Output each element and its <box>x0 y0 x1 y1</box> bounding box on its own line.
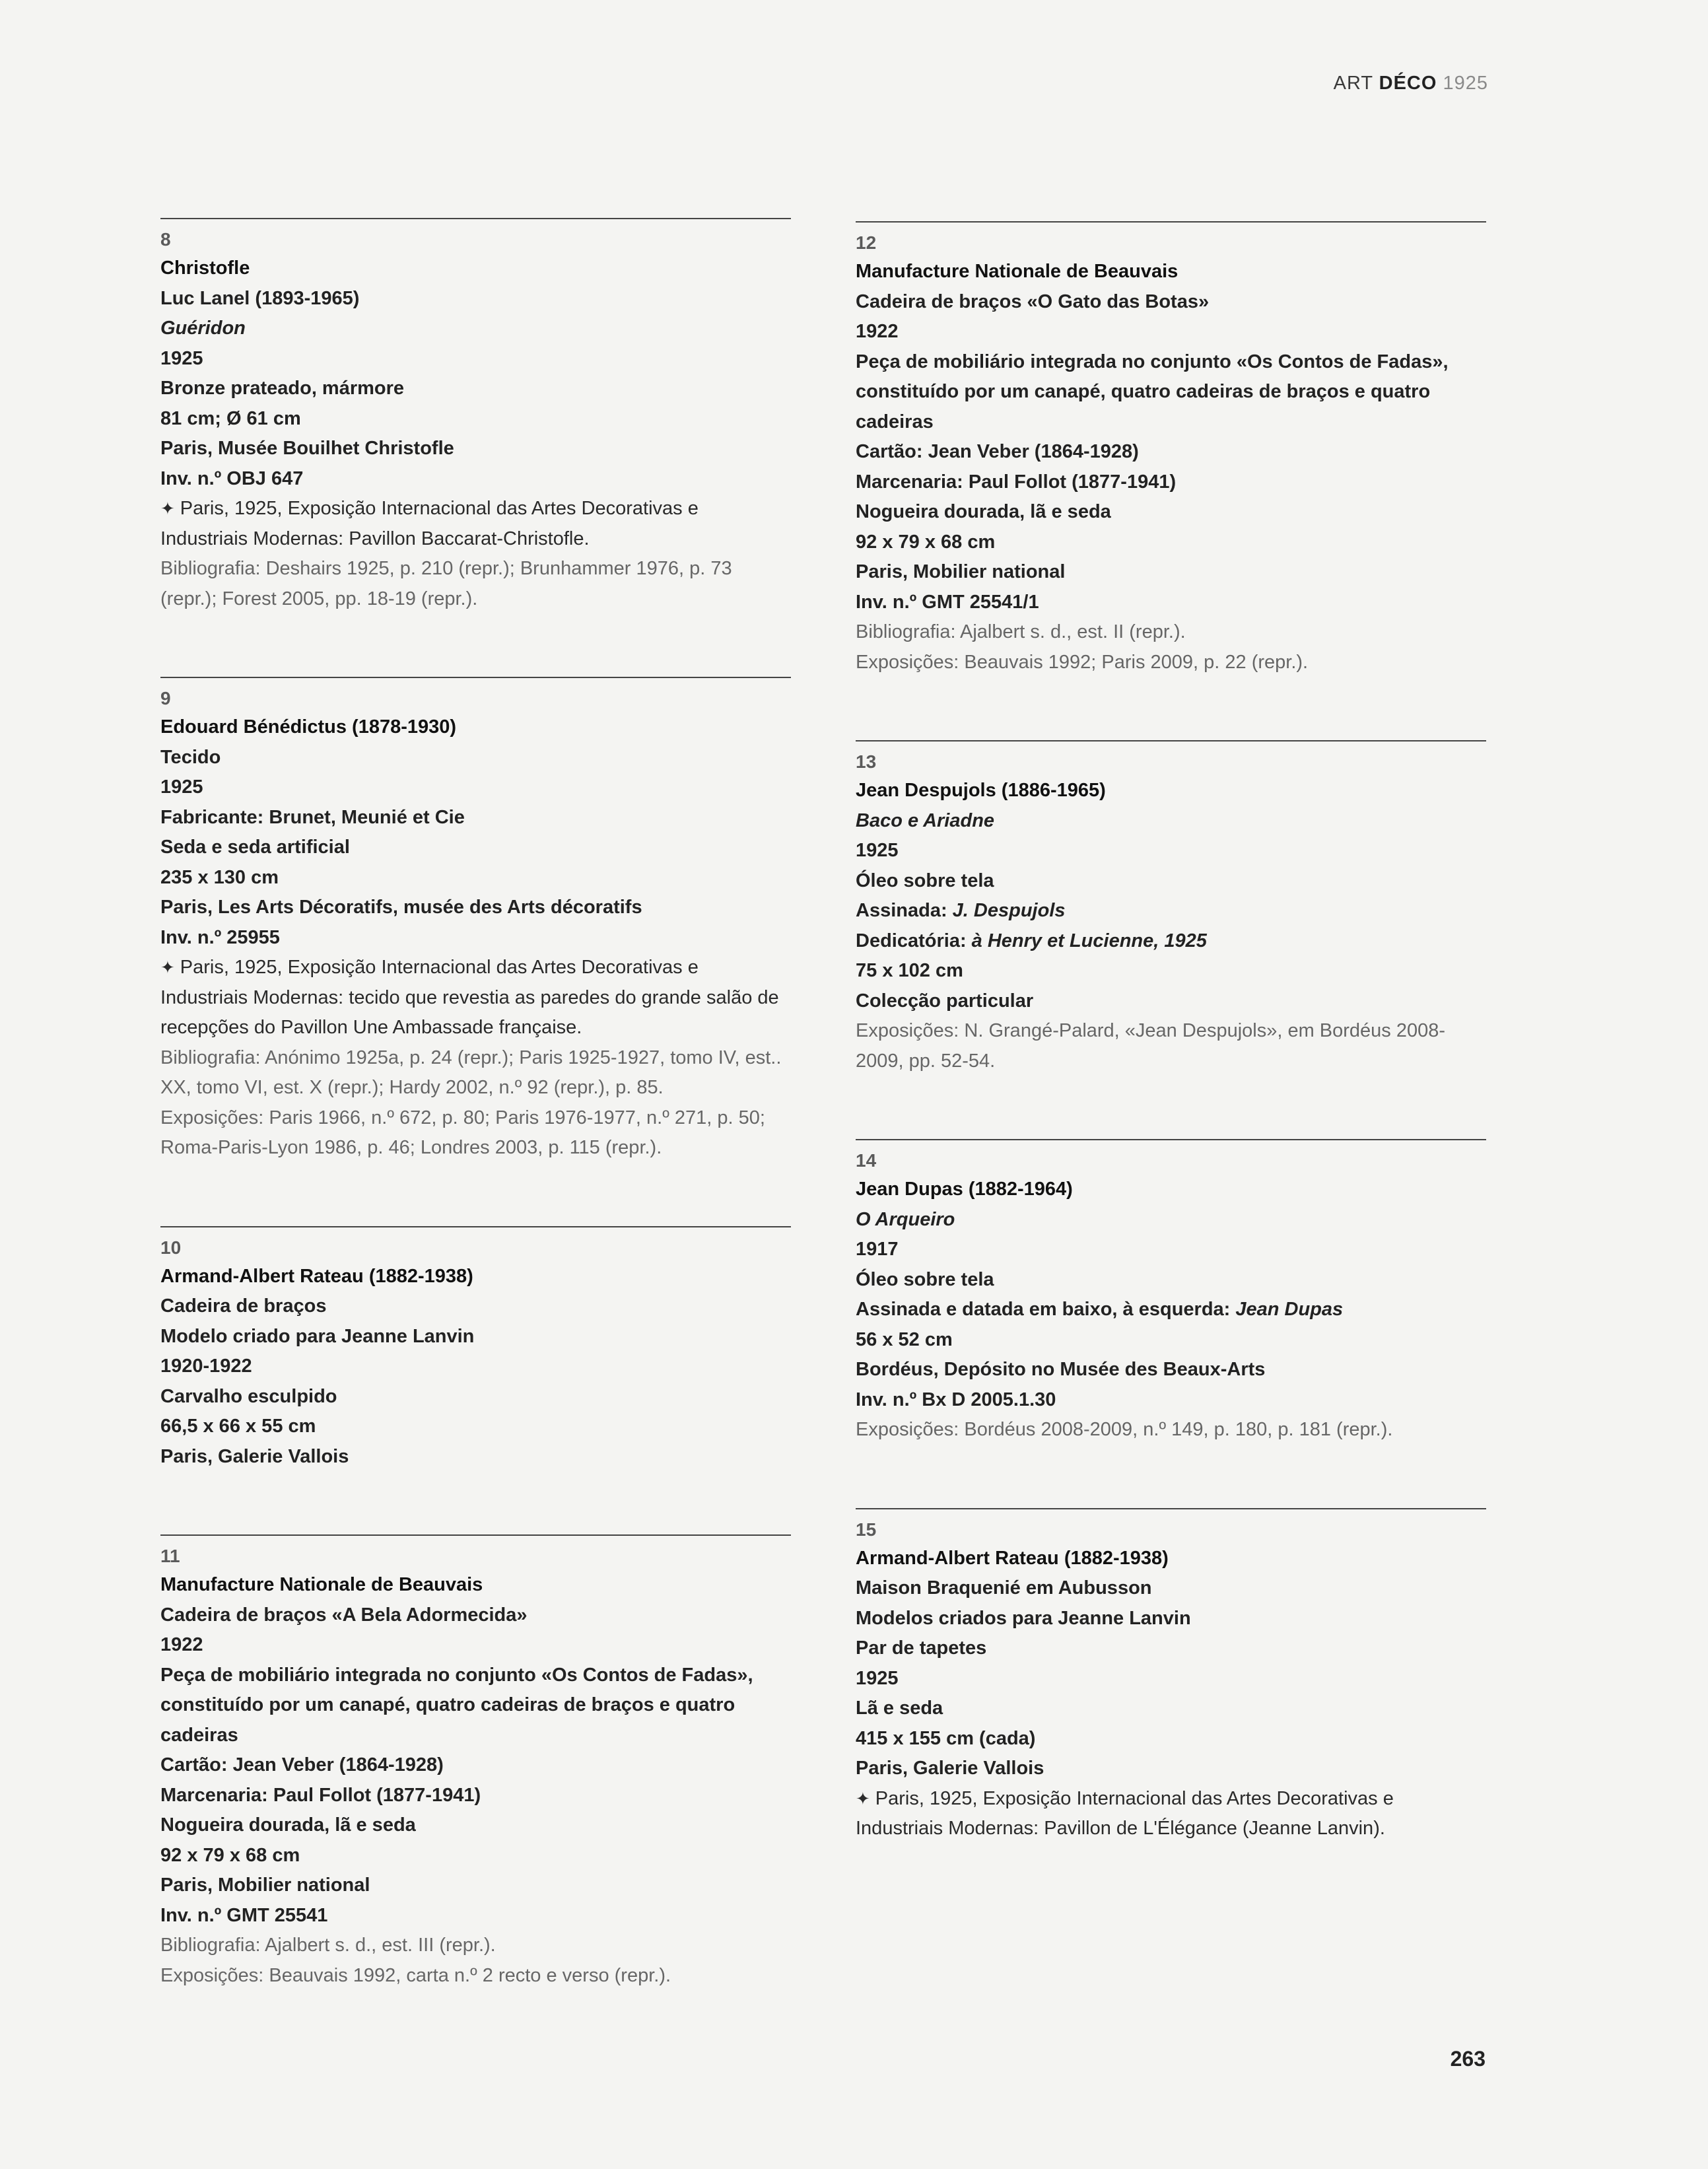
entry-number: 14 <box>856 1150 877 1171</box>
entry-exhibitions: Exposições: Paris 1966, n.º 672, p. 80; Paris 1976-1977, n.º 271, p. 50; Roma-Paris-Lyon 1986, p. 46; Londres 2003, p. 115 (repr.). <box>160 1107 765 1158</box>
running-header <box>1334 73 1488 94</box>
entry-title: Baco e Ariadne <box>856 809 995 831</box>
entry-title: Cadeira de braços «O Gato das Botas» <box>856 291 1210 312</box>
entry-cartoon: Cartão: Jean Veber (1864-1928) <box>856 441 1139 462</box>
catalogue-entry-15 <box>856 1508 1486 1844</box>
catalogue-entry-12 <box>856 221 1486 677</box>
entry-divider <box>160 1534 791 1536</box>
entry-year: 1920-1922 <box>160 1356 252 1377</box>
entry-signature: Assinada e datada em baixo, à esquerda: Jean Dupas <box>856 1299 1344 1320</box>
catalogue-entry-9 <box>160 677 791 1163</box>
entry-artist: Armand-Albert Rateau (1882-1938) <box>160 1265 473 1287</box>
entry-number: 10 <box>160 1237 182 1258</box>
entry-exhibitions: Exposições: Beauvais 1992, carta n.º 2 recto e verso (repr.). <box>160 1964 671 1986</box>
entry-divider <box>160 677 791 678</box>
entry-year: 1925 <box>856 1667 899 1689</box>
entry-exhibition-note: ✦ Paris, 1925, Exposição Internacional das Artes Decorativas e Industriais Modernas: Pavillon Baccarat-Christofle. <box>160 498 699 549</box>
entry-material: Nogueira dourada, lã e seda <box>160 1814 416 1836</box>
entry-artist: Armand-Albert Rateau (1882-1938) <box>856 1547 1169 1569</box>
entry-dimensions: 81 cm; Ø 61 cm <box>160 407 301 429</box>
entry-inventory: Inv. n.º GMT 25541 <box>160 1904 328 1926</box>
entry-number: 9 <box>160 688 171 708</box>
entry-dimensions: 415 x 155 cm (cada) <box>856 1727 1036 1749</box>
entry-artist: Jean Despujols (1886-1965) <box>856 780 1106 801</box>
entry-maker: Luc Lanel (1893-1965) <box>160 287 360 309</box>
entry-cabinetmaking: Marcenaria: Paul Follot (1877-1941) <box>160 1784 481 1806</box>
entry-location: Paris, Galerie Vallois <box>856 1758 1044 1779</box>
entry-material: Nogueira dourada, lã e seda <box>856 501 1111 522</box>
entry-exhibition-note: ✦ Paris, 1925, Exposição Internacional das Artes Decorativas e Industriais Modernas: Pavillon de L'Élégance (Jeanne Lanvin). <box>856 1787 1394 1839</box>
entry-artist: Christofle <box>160 258 250 279</box>
entry-description: Peça de mobiliário integrada no conjunto «Os Contos de Fadas», <box>856 351 1449 372</box>
entry-location: Bordéus, Depósito no Musée des Beaux-Arts <box>856 1359 1266 1380</box>
entry-artist: Manufacture Nationale de Beauvais <box>856 261 1179 282</box>
entry-divider <box>856 1139 1486 1140</box>
entry-type: Tecido <box>160 746 221 768</box>
entry-material: Bronze prateado, mármore <box>160 378 405 399</box>
catalogue-entry-14 <box>856 1139 1486 1445</box>
entry-location: Paris, Galerie Vallois <box>160 1445 349 1467</box>
entry-maker: Maison Braquenié em Aubusson <box>856 1577 1152 1599</box>
entry-exhibitions: Exposições: Beauvais 1992; Paris 2009, p. 22 (repr.). <box>856 651 1309 673</box>
star-icon: ✦ <box>856 1788 870 1808</box>
entry-number: 15 <box>856 1519 877 1540</box>
entry-material: Óleo sobre tela <box>856 1268 994 1290</box>
entry-bibliography: Bibliografia: Ajalbert s. d., est. III (repr.). <box>160 1935 496 1956</box>
entry-maker: Fabricante: Brunet, Meunié et Cie <box>160 806 465 828</box>
entry-location: Paris, Les Arts Décoratifs, musée des Arts décoratifs <box>160 897 642 918</box>
left-column <box>160 218 791 2053</box>
entry-location: Paris, Musée Bouilhet Christofle <box>160 438 454 459</box>
entry-description: constituído por um canapé, quatro cadeiras de braços e quatro <box>160 1694 735 1715</box>
entry-inventory: Inv. n.º OBJ 647 <box>160 467 304 489</box>
entry-artist: Manufacture Nationale de Beauvais <box>160 1574 483 1595</box>
entry-cartoon: Cartão: Jean Veber (1864-1928) <box>160 1754 444 1775</box>
entry-material: Seda e seda artificial <box>160 837 350 858</box>
entry-location: Paris, Mobilier national <box>160 1875 370 1896</box>
entry-description: Peça de mobiliário integrada no conjunto «Os Contos de Fadas», <box>160 1664 753 1686</box>
entry-divider <box>856 740 1486 741</box>
entry-title: Cadeira de braços «A Bela Adormecida» <box>160 1604 528 1626</box>
entry-artist: Jean Dupas (1882-1964) <box>856 1179 1073 1200</box>
entry-exhibitions: Exposições: Bordéus 2008-2009, n.º 149, p. 180, p. 181 (repr.). <box>856 1419 1393 1440</box>
entry-dimensions: 56 x 52 cm <box>856 1328 953 1350</box>
right-column <box>856 221 1486 1907</box>
entry-year: 1922 <box>160 1634 203 1655</box>
header-word-deco: DÉCO <box>1379 73 1437 94</box>
entry-divider <box>160 218 791 219</box>
entry-divider <box>856 1508 1486 1509</box>
entry-bibliography: Bibliografia: Ajalbert s. d., est. II (repr.). <box>856 621 1186 642</box>
entry-number: 12 <box>856 232 877 253</box>
star-icon: ✦ <box>160 499 175 518</box>
entry-number: 13 <box>856 751 877 772</box>
header-word-art: ART <box>1333 73 1373 94</box>
entry-number: 8 <box>160 229 171 250</box>
entry-exhibition-note: ✦ Paris, 1925, Exposição Internacional das Artes Decorativas e Industriais Modernas: tecido que revestia as paredes do grande salão de recepções do Pavillon Une Ambassade française. <box>160 957 779 1038</box>
catalogue-entry-10 <box>160 1226 791 1472</box>
entry-dimensions: 92 x 79 x 68 cm <box>160 1844 300 1866</box>
entry-dimensions: 92 x 79 x 68 cm <box>856 531 996 553</box>
entry-year: 1925 <box>160 776 203 798</box>
entry-type: Cadeira de braços <box>160 1295 327 1317</box>
entry-year: 1925 <box>160 347 203 369</box>
entry-year: 1925 <box>856 840 899 861</box>
catalogue-entry-8 <box>160 218 791 614</box>
entry-type: Par de tapetes <box>856 1637 987 1659</box>
entry-inventory: Inv. n.º GMT 25541/1 <box>856 591 1039 613</box>
entry-year: 1917 <box>856 1239 899 1260</box>
entry-artist: Edouard Bénédictus (1878-1930) <box>160 716 457 738</box>
entry-title: Guéridon <box>160 318 246 339</box>
entry-dedication: Dedicatória: à Henry et Lucienne, 1925 <box>856 930 1207 951</box>
entry-location: Colecção particular <box>856 990 1034 1012</box>
header-year: 1925 <box>1443 73 1488 94</box>
page-number: 263 <box>1450 2047 1486 2071</box>
entry-material: Óleo sobre tela <box>856 870 994 891</box>
entry-description: cadeiras <box>856 411 934 432</box>
entry-bibliography: Bibliografia: Deshairs 1925, p. 210 (repr.); Brunhammer 1976, p. 73 (repr.); Forest 2005, pp. 18-19 (repr.). <box>160 558 732 609</box>
star-icon: ✦ <box>160 957 175 977</box>
entry-divider <box>160 1226 791 1227</box>
entry-description: cadeiras <box>160 1724 238 1746</box>
entry-material: Lã e seda <box>856 1698 943 1719</box>
entry-bibliography: Bibliografia: Anónimo 1925a, p. 24 (repr.); Paris 1925-1927, tomo IV, est.. XX, tomo VI, est. X (repr.); Hardy 2002, n.º 92 (repr.), p. 85. <box>160 1047 782 1098</box>
entry-model: Modelo criado para Jeanne Lanvin <box>160 1325 475 1347</box>
entry-model: Modelos criados para Jeanne Lanvin <box>856 1607 1191 1629</box>
entry-signature: Assinada: J. Despujols <box>856 900 1066 921</box>
entry-exhibitions: Exposições: N. Grangé-Palard, «Jean Despujols», em Bordéus 2008-2009, pp. 52-54. <box>856 1020 1446 1072</box>
entry-number: 11 <box>160 1546 180 1566</box>
entry-inventory: Inv. n.º 25955 <box>160 926 280 948</box>
entry-title: O Arqueiro <box>856 1208 955 1230</box>
entry-cabinetmaking: Marcenaria: Paul Follot (1877-1941) <box>856 471 1177 493</box>
entry-material: Carvalho esculpido <box>160 1385 337 1407</box>
catalogue-entry-11 <box>160 1534 791 1991</box>
entry-dimensions: 235 x 130 cm <box>160 866 279 888</box>
entry-divider <box>856 221 1486 223</box>
entry-year: 1922 <box>856 321 899 342</box>
catalogue-entry-13 <box>856 740 1486 1076</box>
entry-dimensions: 75 x 102 cm <box>856 960 963 981</box>
entry-location: Paris, Mobilier national <box>856 561 1066 582</box>
entry-inventory: Inv. n.º Bx D 2005.1.30 <box>856 1389 1056 1410</box>
entry-dimensions: 66,5 x 66 x 55 cm <box>160 1416 316 1437</box>
entry-description: constituído por um canapé, quatro cadeiras de braços e quatro <box>856 381 1431 402</box>
